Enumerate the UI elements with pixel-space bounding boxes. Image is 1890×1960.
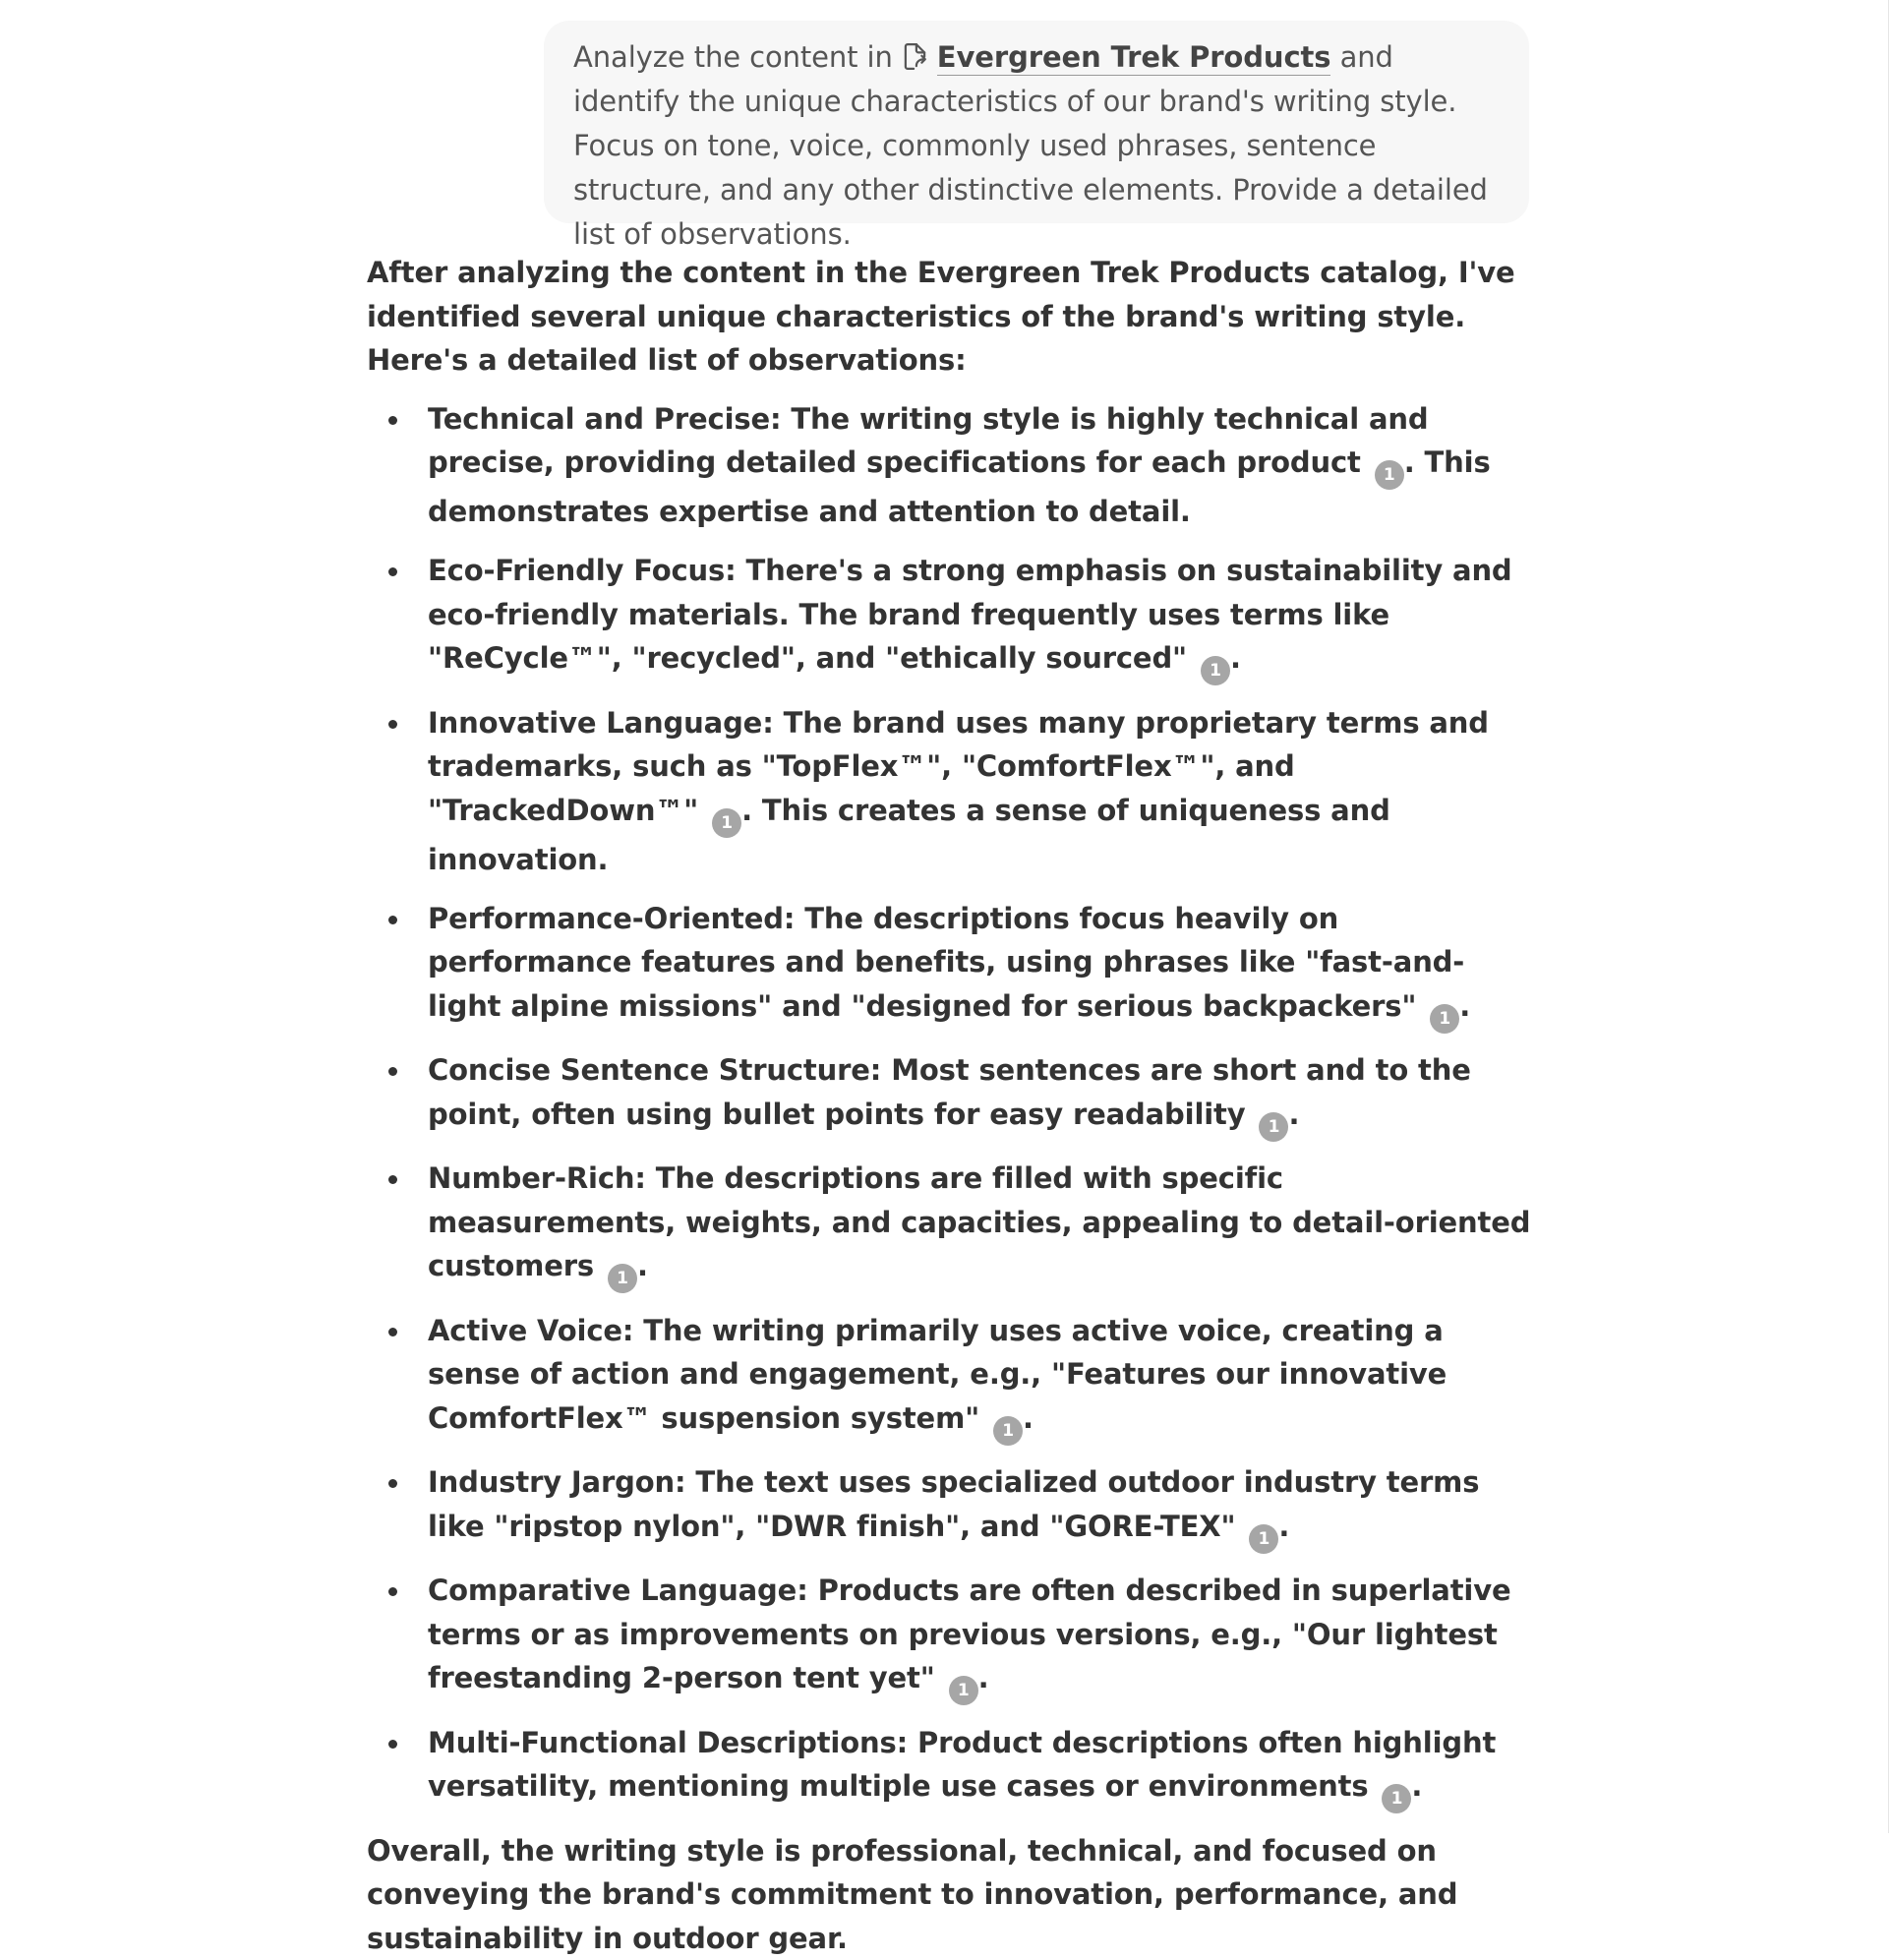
citation-badge[interactable]: 1 [1249, 1524, 1278, 1554]
list-item-text-end: . [1230, 641, 1241, 675]
list-item-text: Active Voice: The writing primarily uses active voice, creating a sense of action and engagement, e.g., "Features our innovative ComfortFlex™ suspension system" [428, 1314, 1447, 1435]
scrollbar-track[interactable] [1888, 0, 1889, 1833]
citation-badge[interactable]: 1 [949, 1676, 978, 1705]
list-item-text: Technical and Precise: The writing style is highly technical and precise, providing detailed specifications for each product [428, 402, 1428, 480]
list-item-text: Eco-Friendly Focus: There's a strong emphasis on sustainability and eco-friendly materials. The brand frequently uses terms like "ReCycle™", "recycled", and "ethically sourced" [428, 554, 1512, 675]
list-item-text-end: . [1023, 1401, 1034, 1435]
citation-badge[interactable]: 1 [712, 808, 741, 838]
list-item-text-end: . This demonstrates expertise and attention to detail. [428, 445, 1491, 528]
list-item-text: Industry Jargon: The text uses specialized outdoor industry terms like "ripstop nylon", "DWR finish", and "GORE-TEX" [428, 1465, 1479, 1543]
list-item-text: Number-Rich: The descriptions are filled with specific measurements, weights, and capacities, appealing to detail-oriented customers [428, 1161, 1530, 1282]
list-item [428, 1048, 1532, 1142]
list-item-text: Performance-Oriented: The descriptions focus heavily on performance features and benefits, using phrases like "fast-and-light alpine missions" and "designed for serious backpackers" [428, 902, 1464, 1023]
citation-badge[interactable]: 1 [1430, 1004, 1459, 1034]
list-item-text-end: . [1288, 1098, 1299, 1131]
list-item-text: Innovative Language: The brand uses many proprietary terms and trademarks, such as "TopFlex™", "ComfortFlex™", and "TrackedDown™" [428, 706, 1489, 827]
citation-badge[interactable]: 1 [608, 1264, 637, 1293]
citation-badge[interactable]: 1 [993, 1416, 1023, 1446]
list-item [428, 1569, 1532, 1705]
list-item [428, 1721, 1532, 1814]
observations-list [367, 397, 1532, 1814]
list-item [428, 701, 1532, 882]
file-reference[interactable] [893, 40, 1331, 74]
user-message-prefix: Analyze the content in [573, 40, 893, 74]
citation-badge[interactable]: 1 [1201, 656, 1230, 685]
citation-badge[interactable]: 1 [1259, 1112, 1288, 1142]
list-item-text-end: . This creates a sense of uniqueness and innovation. [428, 794, 1390, 876]
citation-badge[interactable]: 1 [1382, 1784, 1411, 1813]
user-message-suffix: and identify the unique characteristics of our brand's writing style. Focus on tone, voice, commonly used phrases, sentence structure, and any other distinctive elements. Provide a detailed list of observations. [573, 40, 1488, 251]
list-item [428, 1309, 1532, 1446]
list-item [428, 1157, 1532, 1293]
list-item [428, 1460, 1532, 1554]
response-intro: After analyzing the content in the Evergreen Trek Products catalog, I've identified several unique characteristics of the brand's writing style. Here's a detailed list of observations: [367, 251, 1532, 383]
user-message-bubble [544, 21, 1529, 223]
file-link-evergreen-trek-products[interactable]: Evergreen Trek Products [937, 40, 1331, 76]
list-item-text: Multi-Functional Descriptions: Product descriptions often highlight versatility, mentioning multiple use cases or environments [428, 1726, 1496, 1804]
citation-badge[interactable]: 1 [1375, 460, 1404, 490]
list-item-text: Comparative Language: Products are often described in superlative terms or as improvements on previous versions, e.g., "Our lightest freestanding 2-person tent yet" [428, 1574, 1510, 1694]
list-item-text-end: . [1411, 1769, 1422, 1803]
list-item-text-end: . [637, 1249, 648, 1282]
list-item-text-end: . [1459, 989, 1470, 1023]
file-link-icon [899, 40, 931, 73]
list-item [428, 897, 1532, 1034]
list-item-text: Concise Sentence Structure: Most sentences are short and to the point, often using bullet points for easy readability [428, 1053, 1471, 1131]
list-item [428, 397, 1532, 534]
list-item-text-end: . [1278, 1510, 1289, 1543]
assistant-response [367, 251, 1532, 1960]
response-summary: Overall, the writing style is professional, technical, and focused on conveying the brand's commitment to innovation, performance, and sustainability in outdoor gear. [367, 1829, 1532, 1960]
list-item [428, 549, 1532, 685]
list-item-text-end: . [978, 1661, 989, 1694]
